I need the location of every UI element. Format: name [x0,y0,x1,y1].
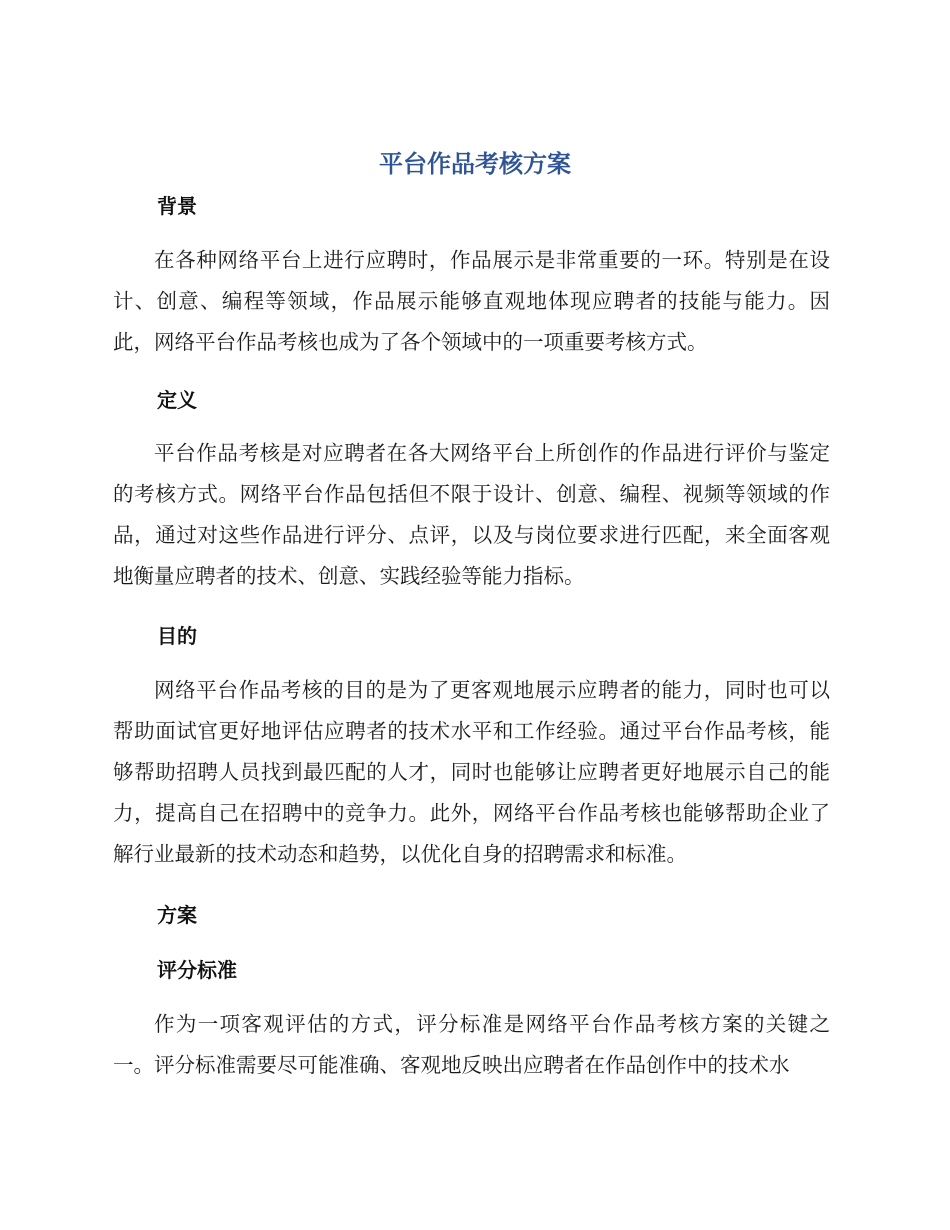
section-paragraph-scoring-criteria: 作为一项客观评估的方式，评分标准是网络平台作品考核方案的关键之一。评分标准需要尽可能准确、客观地反映出应聘者在作品创作中的技术水 [113,1012,830,1077]
section-heading-scoring-criteria: 评分标准 [157,958,237,982]
section-heading-purpose: 目的 [157,624,197,648]
section-paragraph-definition: 平台作品考核是对应聘者在各大网络平台上所创作的作品进行评价与鉴定的考核方式。网络平台作品包括但不限于设计、创意、编程、视频等领域的作品，通过对这些作品进行评分、点评，以及与岗位要求进行匹配，来全面客观地衡量应聘者的技术、创意、实践经验等能力指标。 [113,441,830,588]
document-title: 平台作品考核方案 [379,150,571,178]
section-heading-definition: 定义 [157,388,197,412]
section-paragraph-purpose: 网络平台作品考核的目的是为了更客观地展示应聘者的能力，同时也可以帮助面试官更好地评估应聘者的技术水平和工作经验。通过平台作品考核，能够帮助招聘人员找到最匹配的人才，同时也能够让应聘者更好地展示自己的能力，提高自己在招聘中的竞争力。此外，网络平台作品考核也能够帮助企业了解行业最新的技术动态和趋势，以优化自身的招聘需求和标准。 [113,678,830,866]
section-paragraph-background: 在各种网络平台上进行应聘时，作品展示是非常重要的一环。特别是在设计、创意、编程等领域，作品展示能够直观地体现应聘者的技能与能力。因此，网络平台作品考核也成为了各个领域中的一项重要考核方式。 [113,248,830,354]
section-heading-plan: 方案 [157,903,197,927]
section-heading-background: 背景 [157,194,197,218]
